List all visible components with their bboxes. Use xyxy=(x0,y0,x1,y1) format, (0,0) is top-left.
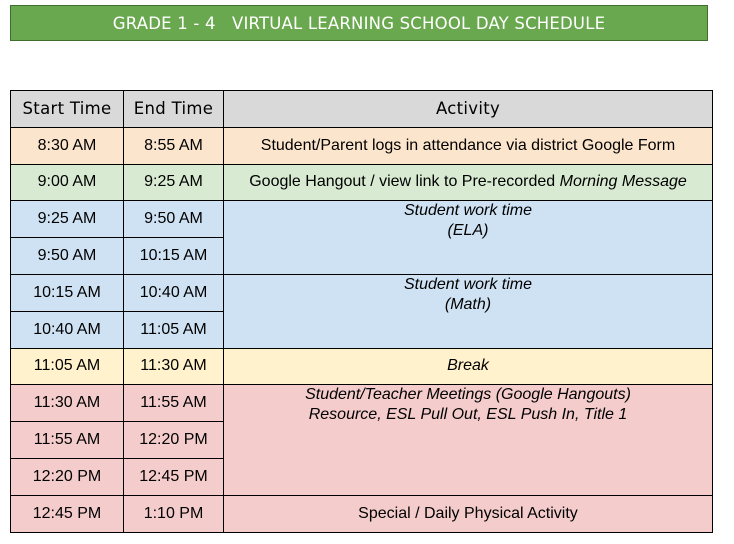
start-time-cell: 10:40 AM xyxy=(11,311,124,348)
schedule-title-banner: GRADE 1 - 4 VIRTUAL LEARNING SCHOOL DAY SCHEDULE xyxy=(10,5,708,41)
activity-attendance: Student/Parent logs in attendance via district Google Form xyxy=(224,127,713,164)
start-time-cell: 8:30 AM xyxy=(11,127,124,164)
activity-hangout xyxy=(224,164,713,201)
activity-special: Special / Daily Physical Activity xyxy=(224,495,713,532)
header-end-time: End Time xyxy=(124,91,224,128)
table-header-row xyxy=(11,91,713,128)
start-time-cell: 12:45 PM xyxy=(11,495,124,532)
table-row xyxy=(11,274,713,311)
activity-hangout-text: Google Hangout / view link to Pre-recorded xyxy=(249,173,560,191)
table-row xyxy=(11,127,713,164)
schedule-table xyxy=(10,90,713,533)
start-time-cell: 9:25 AM xyxy=(11,201,124,238)
activity-math-line1: Student work time xyxy=(403,275,533,293)
activity-meetings xyxy=(224,385,713,495)
table-row xyxy=(11,348,713,385)
table-row xyxy=(11,164,713,201)
end-time-cell: 12:45 PM xyxy=(124,458,224,495)
table-row xyxy=(11,495,713,532)
start-time-cell: 9:50 AM xyxy=(11,238,124,275)
end-time-cell: 12:20 PM xyxy=(124,422,224,459)
activity-math-line2: (Math) xyxy=(444,295,492,313)
activity-meetings-line2: Resource, ESL Pull Out, ESL Push In, Title 1 xyxy=(308,406,628,424)
activity-ela-line2: (ELA) xyxy=(447,222,489,240)
end-time-cell: 11:55 AM xyxy=(124,385,224,422)
activity-meetings-line1: Student/Teacher Meetings (Google Hangouts) xyxy=(305,386,631,404)
end-time-cell: 10:15 AM xyxy=(124,238,224,275)
end-time-cell: 1:10 PM xyxy=(124,495,224,532)
start-time-cell: 11:30 AM xyxy=(11,385,124,422)
activity-math xyxy=(224,274,713,348)
activity-ela-line1: Student work time xyxy=(403,202,533,220)
header-start-time: Start Time xyxy=(11,91,124,128)
table-row xyxy=(11,385,713,422)
end-time-cell: 9:25 AM xyxy=(124,164,224,201)
start-time-cell: 9:00 AM xyxy=(11,164,124,201)
activity-hangout-emphasis: Morning Message xyxy=(559,173,687,191)
start-time-cell: 12:20 PM xyxy=(11,458,124,495)
end-time-cell: 10:40 AM xyxy=(124,274,224,311)
activity-ela xyxy=(224,201,713,275)
start-time-cell: 10:15 AM xyxy=(11,274,124,311)
start-time-cell: 11:05 AM xyxy=(11,348,124,385)
header-activity: Activity xyxy=(224,91,713,128)
end-time-cell: 11:30 AM xyxy=(124,348,224,385)
start-time-cell: 11:55 AM xyxy=(11,422,124,459)
activity-break: Break xyxy=(224,348,713,385)
end-time-cell: 9:50 AM xyxy=(124,201,224,238)
end-time-cell: 8:55 AM xyxy=(124,127,224,164)
table-row xyxy=(11,201,713,238)
end-time-cell: 11:05 AM xyxy=(124,311,224,348)
